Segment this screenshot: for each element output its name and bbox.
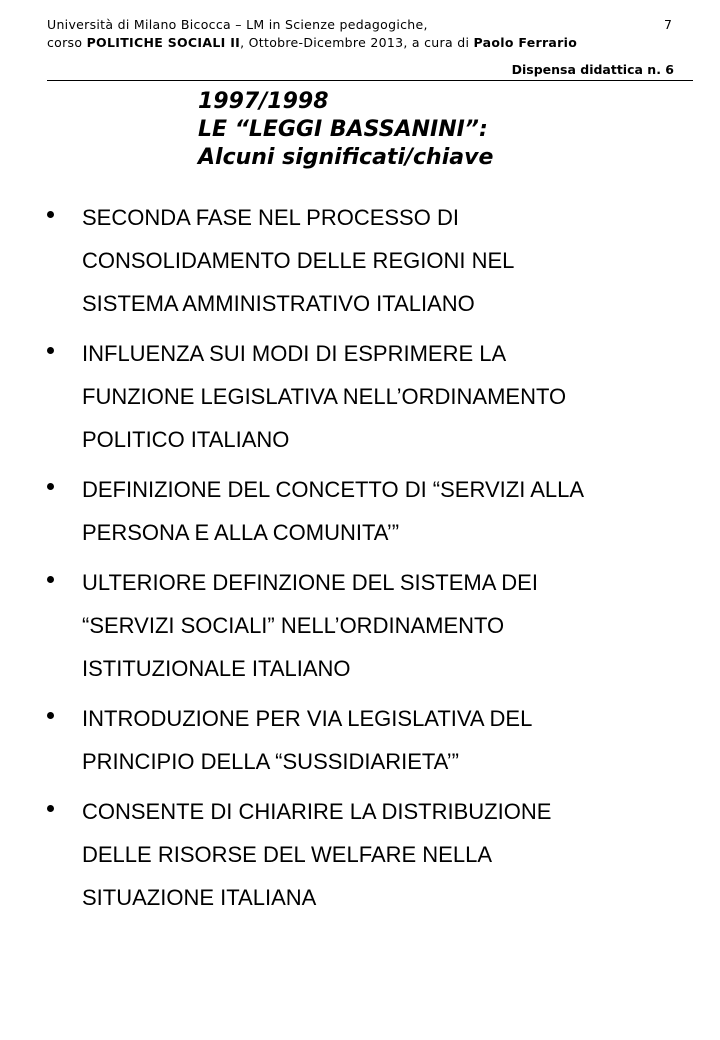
header-course-dates: , Ottobre-Dicembre 2013, a cura di: [240, 35, 474, 50]
bullet-text-line: ISTITUZIONALE ITALIANO: [82, 656, 351, 681]
bullet-text-line: SECONDA FASE NEL PROCESSO DI: [82, 205, 459, 230]
bullet-dot-icon: [47, 347, 54, 354]
title-line-1: 1997/1998: [198, 89, 329, 114]
bullet-text-line: DEFINIZIONE DEL CONCETTO DI “SERVIZI ALLA: [82, 477, 585, 502]
bullet-text-line: INTRODUZIONE PER VIA LEGISLATIVA DEL: [82, 706, 533, 731]
header-author: Paolo Ferrario: [473, 35, 578, 50]
bullet-text-line: “SERVIZI SOCIALI” NELL’ORDINAMENTO: [82, 613, 505, 638]
header-course-prefix: corso: [47, 35, 87, 50]
bullet-text-line: CONSENTE DI CHIARIRE LA DISTRIBUZIONE: [82, 799, 552, 824]
bullet-item: [40, 790, 700, 919]
bullet-text-line: CONSOLIDAMENTO DELLE REGIONI NEL: [82, 248, 515, 273]
bullet-item: [40, 332, 700, 461]
bullet-text-line: PERSONA E ALLA COMUNITA’”: [82, 520, 400, 545]
bullet-text-line: INFLUENZA SUI MODI DI ESPRIMERE LA: [82, 341, 507, 366]
bullet-list: [40, 196, 700, 926]
bullet-dot-icon: [47, 483, 54, 490]
bullet-text-line: DELLE RISORSE DEL WELFARE NELLA: [82, 842, 492, 867]
page-number: 7: [664, 17, 672, 32]
bullet-item: [40, 468, 700, 554]
header-institution: Università di Milano Bicocca – LM in Scienze pedagogiche,: [47, 17, 428, 32]
bullet-text-line: FUNZIONE LEGISLATIVA NELL’ORDINAMENTO: [82, 384, 567, 409]
bullet-text-line: SISTEMA AMMINISTRATIVO ITALIANO: [82, 291, 475, 316]
bullet-dot-icon: [47, 211, 54, 218]
title-line-2: LE “LEGGI BASSANINI”:: [198, 117, 488, 142]
header-course-line: [47, 35, 577, 50]
page-title: [198, 88, 493, 172]
header-divider: [47, 80, 693, 81]
bullet-item: [40, 697, 700, 783]
bullet-dot-icon: [47, 576, 54, 583]
dispensa-label: Dispensa didattica n. 6: [511, 62, 674, 77]
bullet-dot-icon: [47, 712, 54, 719]
bullet-dot-icon: [47, 805, 54, 812]
bullet-item: [40, 561, 700, 690]
bullet-text-line: ULTERIORE DEFINZIONE DEL SISTEMA DEI: [82, 570, 538, 595]
bullet-item: [40, 196, 700, 325]
title-line-3: Alcuni significati/chiave: [198, 145, 494, 170]
bullet-text-line: SITUAZIONE ITALIANA: [82, 885, 317, 910]
bullet-text-line: POLITICO ITALIANO: [82, 427, 290, 452]
bullet-text-line: PRINCIPIO DELLA “SUSSIDIARIETA’”: [82, 749, 459, 774]
header-course-name: POLITICHE SOCIALI II: [86, 35, 241, 50]
